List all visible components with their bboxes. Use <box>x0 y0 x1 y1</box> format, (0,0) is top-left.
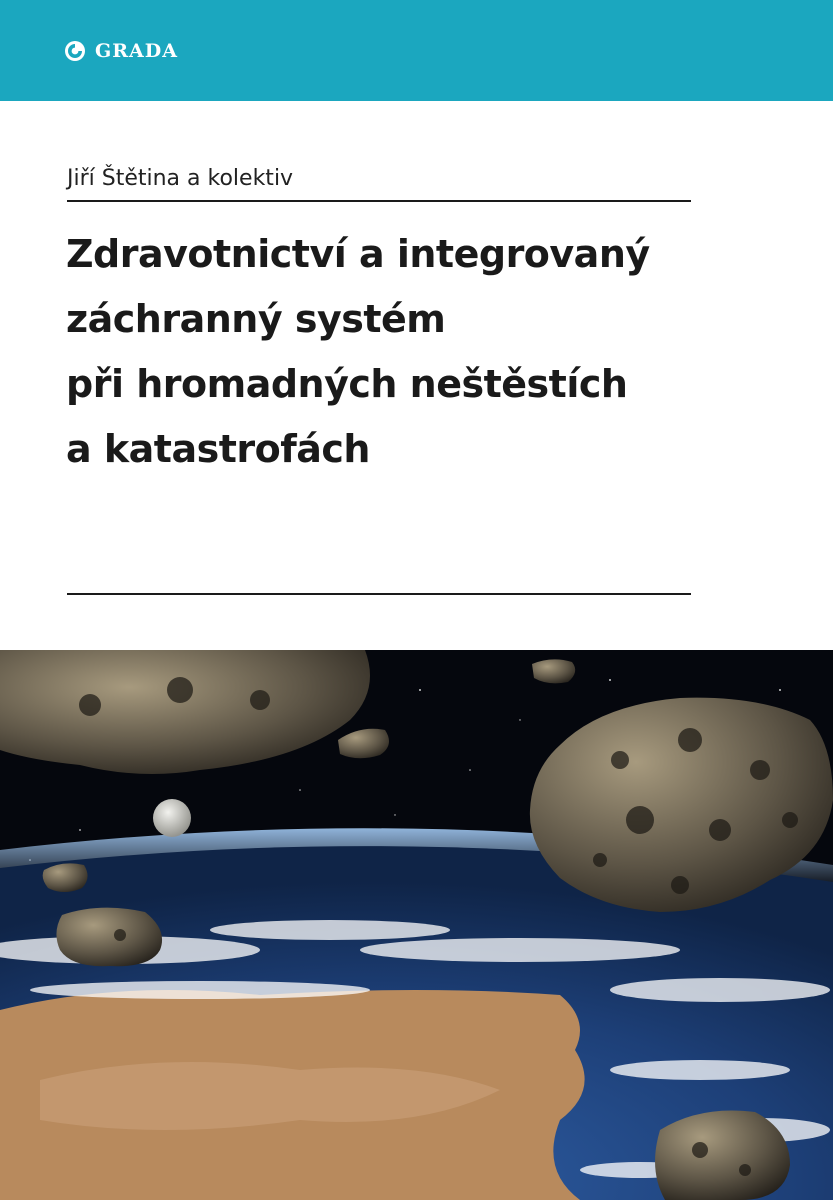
title-line-4: a katastrofách <box>66 427 370 471</box>
title-line-1: Zdravotnictví a integrovaný <box>66 232 650 276</box>
publisher-header-band <box>0 0 833 101</box>
publisher-logo-text: GRADA <box>95 40 178 62</box>
title-line-2: záchranný systém <box>66 297 446 341</box>
title-line-3: při hromadných neštěstích <box>66 362 628 406</box>
author-name: Jiří Štětina a kolektiv <box>67 166 294 191</box>
publisher-logo <box>64 38 178 64</box>
asteroid-small-left <box>56 908 162 967</box>
grada-logo-icon <box>64 40 86 62</box>
asteroid-far-top <box>532 659 575 683</box>
divider-bottom <box>67 593 691 595</box>
divider-top <box>67 200 691 202</box>
asteroid-tiny-left <box>43 863 88 892</box>
earth-asteroids-cover-image <box>0 650 833 1200</box>
asteroid-bottom-right <box>655 1110 790 1200</box>
moon <box>153 799 191 837</box>
book-title <box>66 222 766 482</box>
